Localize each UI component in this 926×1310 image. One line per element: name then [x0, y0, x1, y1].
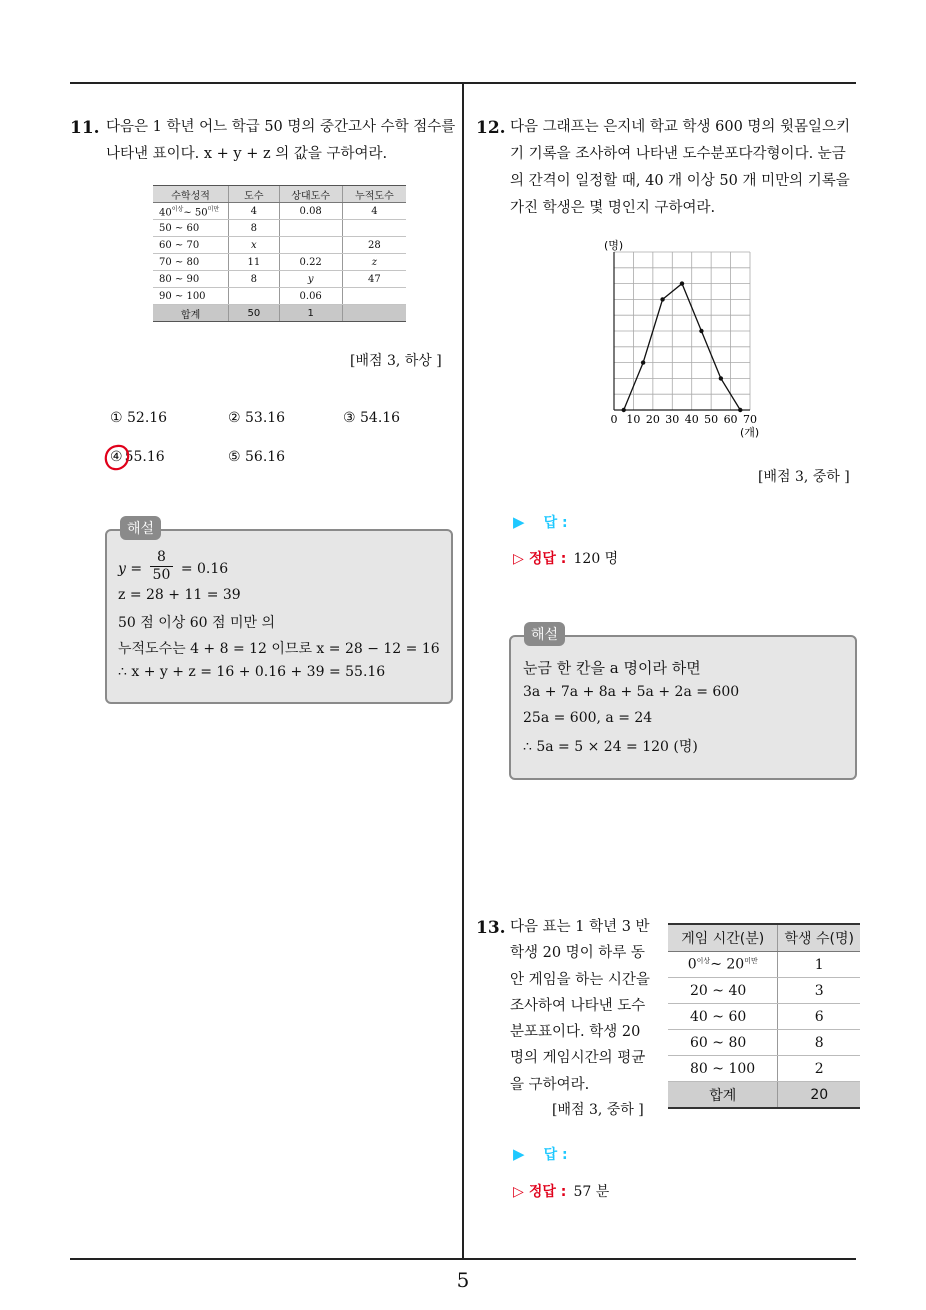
freq-cell: 8 — [229, 220, 279, 237]
q11-explain-line3: 50 점 이상 60 점 미만 의 — [118, 615, 275, 631]
l1-post: = 0.16 — [180, 561, 229, 577]
table-row — [153, 237, 406, 254]
table-row — [153, 254, 406, 271]
q13-line4: 조사하여 나타낸 도수 — [510, 997, 646, 1014]
range-cell: 80 ~ 100 — [668, 1056, 778, 1082]
q11-explain-line5: ∴ x + y + z = 16 + 0.16 + 39 = 55.16 — [118, 664, 386, 680]
correct-value: 120 명 — [573, 551, 619, 567]
q12-answer — [513, 512, 568, 532]
fraction — [150, 549, 174, 584]
q11-line2: 나타낸 표이다. x + y + z 의 값을 구하여라. — [106, 146, 388, 162]
q13-text — [510, 914, 650, 1098]
header-rel: 상대도수 — [279, 186, 342, 203]
range-cell: 40 ~ 60 — [668, 1004, 778, 1030]
data-point — [680, 281, 684, 285]
count-cell: 2 — [778, 1056, 860, 1082]
q13-line6: 명의 게임시간의 평균 — [510, 1050, 646, 1067]
table-row — [668, 1056, 860, 1082]
sup-to: 미만 — [207, 205, 220, 213]
sum-label: 합계 — [668, 1082, 778, 1109]
sum-label: 합계 — [153, 305, 229, 322]
q12-line2: 기 기록을 조사하여 나타낸 도수분포다각형이다. 눈금 — [510, 146, 846, 162]
range-cell: 60 ~ 80 — [668, 1030, 778, 1056]
data-point — [719, 376, 723, 380]
q13-table — [668, 923, 860, 1109]
sum-cum — [342, 305, 406, 322]
x-tick-label: 30 — [665, 413, 680, 426]
count-cell: 8 — [778, 1030, 860, 1056]
q12-score: [배점 3, 중하 ] — [758, 469, 850, 485]
q13-line5: 분포표이다. 학생 20 — [510, 1024, 641, 1041]
freq-cell: 4 — [229, 203, 279, 220]
rel-cell — [279, 220, 342, 237]
table-row — [153, 271, 406, 288]
sum-freq: 50 — [229, 305, 279, 322]
q13-answer — [513, 1144, 568, 1164]
header-time: 게임 시간(분) — [668, 924, 778, 952]
q13-line7: 을 구하여라. — [510, 1076, 590, 1093]
count-cell: 6 — [778, 1004, 860, 1030]
q12-explain-line1: 눈금 한 칸을 a 명이라 하면 — [523, 659, 701, 677]
x-tick-label: 50 — [704, 413, 719, 426]
cum-cell: 47 — [342, 271, 406, 288]
table-row — [668, 1030, 860, 1056]
bottom-rule — [70, 1258, 856, 1260]
correct-arrow-icon: ▷ — [513, 1184, 524, 1200]
frac-den: 50 — [152, 567, 171, 583]
q13-line1: 다음 표는 1 학년 3 반 — [510, 919, 650, 935]
data-point — [660, 297, 664, 301]
table-row — [153, 203, 406, 220]
range-cell: $40^{이상}\sim$ $50^{미만}$ — [153, 203, 229, 220]
x-tick-label: 20 — [645, 413, 660, 426]
range-cell: 80 ~ 90 — [153, 271, 229, 288]
sum-count: 20 — [778, 1082, 860, 1109]
q11-explain-line2: z = 28 + 11 = 39 — [118, 587, 241, 603]
x-tick-label: 10 — [626, 413, 641, 426]
range-cell: 70 ~ 80 — [153, 254, 229, 271]
range-cell: $0^{이상}\sim$ $20^{미만}$ — [668, 952, 778, 978]
rel-cell: y — [279, 271, 342, 288]
correct-value: 57 분 — [573, 1184, 610, 1200]
q11-table — [153, 185, 406, 322]
q12-frequency-polygon — [600, 232, 770, 442]
answer-arrow-icon: ▶ — [513, 1145, 525, 1163]
data-point — [641, 360, 645, 364]
column-divider — [462, 82, 464, 1258]
q11-score: [배점 3, 하상 ] — [350, 353, 442, 369]
q12-explain-line2: 3a + 7a + 8a + 5a + 2a = 600 — [523, 684, 740, 700]
cum-cell — [342, 288, 406, 305]
choice-5[interactable]: ⑤ 56.16 — [228, 449, 286, 465]
sup-from: 이상 — [171, 205, 184, 213]
q12-explain-tag: 해설 — [524, 622, 565, 646]
q11-line1: 다음은 1 학년 어느 학급 50 명의 중간고사 수학 점수를 — [106, 119, 456, 135]
l1-pre: y = — [118, 561, 143, 577]
q13-score: [배점 3, 중하 ] — [552, 1102, 644, 1118]
table-header-row — [668, 924, 860, 952]
q12-explain-line3: 25a = 600, a = 24 — [523, 710, 653, 726]
rel-cell: 0.08 — [279, 203, 342, 220]
frac-num: 8 — [150, 549, 174, 567]
data-point — [738, 408, 742, 412]
answer-label: 답 : — [543, 515, 568, 531]
header-score: 수학성적 — [153, 186, 229, 203]
correct-arrow-icon: ▷ — [513, 551, 524, 567]
answer-label: 답 : — [543, 1147, 568, 1163]
q12-number: 12. — [476, 118, 506, 138]
data-point — [622, 408, 626, 412]
correct-label: 정답 : — [528, 551, 567, 567]
table-header-row — [153, 186, 406, 203]
q13-correct — [513, 1181, 609, 1201]
table-sum-row — [153, 305, 406, 322]
freq-cell: x — [229, 237, 279, 254]
range-cell: 60 ~ 70 — [153, 237, 229, 254]
sup-to: 미만 — [744, 957, 758, 966]
freq-cell — [229, 288, 279, 305]
choice-2[interactable]: ② 53.16 — [228, 410, 286, 426]
q12-line4: 가진 학생은 몇 명인지 구하여라. — [510, 200, 716, 216]
x-tick-label: 70 — [743, 413, 757, 426]
header-freq: 도수 — [229, 186, 279, 203]
q13-number: 13. — [476, 918, 506, 938]
count-cell: 3 — [778, 978, 860, 1004]
table-row — [668, 952, 860, 978]
table-row — [153, 288, 406, 305]
choice-4-mark: ④ — [110, 449, 123, 465]
q13-line3: 안 게임을 하는 시간을 — [510, 971, 650, 988]
table-row — [668, 1004, 860, 1030]
choice-3[interactable]: ③ 54.16 — [343, 410, 401, 426]
correct-label: 정답 : — [528, 1184, 567, 1200]
freq-cell: 8 — [229, 271, 279, 288]
q13-line2: 학생 20 명이 하루 동 — [510, 945, 645, 962]
q11-number: 11. — [70, 118, 100, 138]
range-cell: 20 ~ 40 — [668, 978, 778, 1004]
header-cum: 누적도수 — [342, 186, 406, 203]
table-sum-row — [668, 1082, 860, 1109]
rel-cell — [279, 237, 342, 254]
freq-cell: 11 — [229, 254, 279, 271]
choice-4-value: 55.16 — [124, 449, 165, 465]
selected-circle-icon — [103, 443, 131, 473]
q12-line1: 다음 그래프는 은지네 학교 학생 600 명의 윗몸일으키 — [510, 119, 851, 135]
sum-rel: 1 — [279, 305, 342, 322]
header-count: 학생 수(명) — [778, 924, 860, 952]
q12-text — [510, 114, 850, 222]
q11-text — [106, 114, 455, 168]
rel-cell: 0.06 — [279, 288, 342, 305]
q12-correct — [513, 548, 618, 568]
range-cell: 90 ~ 100 — [153, 288, 229, 305]
cum-cell — [342, 220, 406, 237]
q12-explain-line4: ∴ 5a = 5 × 24 = 120 (명) — [523, 739, 698, 755]
cum-cell: 4 — [342, 203, 406, 220]
cum-cell: z — [342, 254, 406, 271]
data-point — [699, 329, 703, 333]
x-tick-label: 40 — [684, 413, 699, 426]
answer-arrow-icon: ▶ — [513, 513, 525, 531]
cum-cell: 28 — [342, 237, 406, 254]
y-unit-label: (명) — [604, 239, 624, 252]
x-tick-label: 0 — [610, 413, 618, 426]
q11-explain-tag: 해설 — [120, 516, 161, 540]
x-tick-label: 60 — [723, 413, 738, 426]
sup-from: 이상 — [696, 957, 711, 966]
count-cell: 1 — [778, 952, 860, 978]
choice-1[interactable]: ① 52.16 — [110, 410, 168, 426]
q11-explain-line1 — [118, 549, 228, 587]
q12-line3: 의 간격이 일정할 때, 40 개 이상 50 개 미만의 기록을 — [510, 173, 850, 189]
rel-cell: 0.22 — [279, 254, 342, 271]
page-number: 5 — [456, 1268, 470, 1292]
table-row — [668, 978, 860, 1004]
x-unit-label: (개) — [740, 426, 760, 439]
table-row — [153, 220, 406, 237]
q11-explain-line4: 누적도수는 4 + 8 = 12 이므로 x = 28 − 12 = 16 — [118, 641, 440, 657]
range-cell: 50 ~ 60 — [153, 220, 229, 237]
